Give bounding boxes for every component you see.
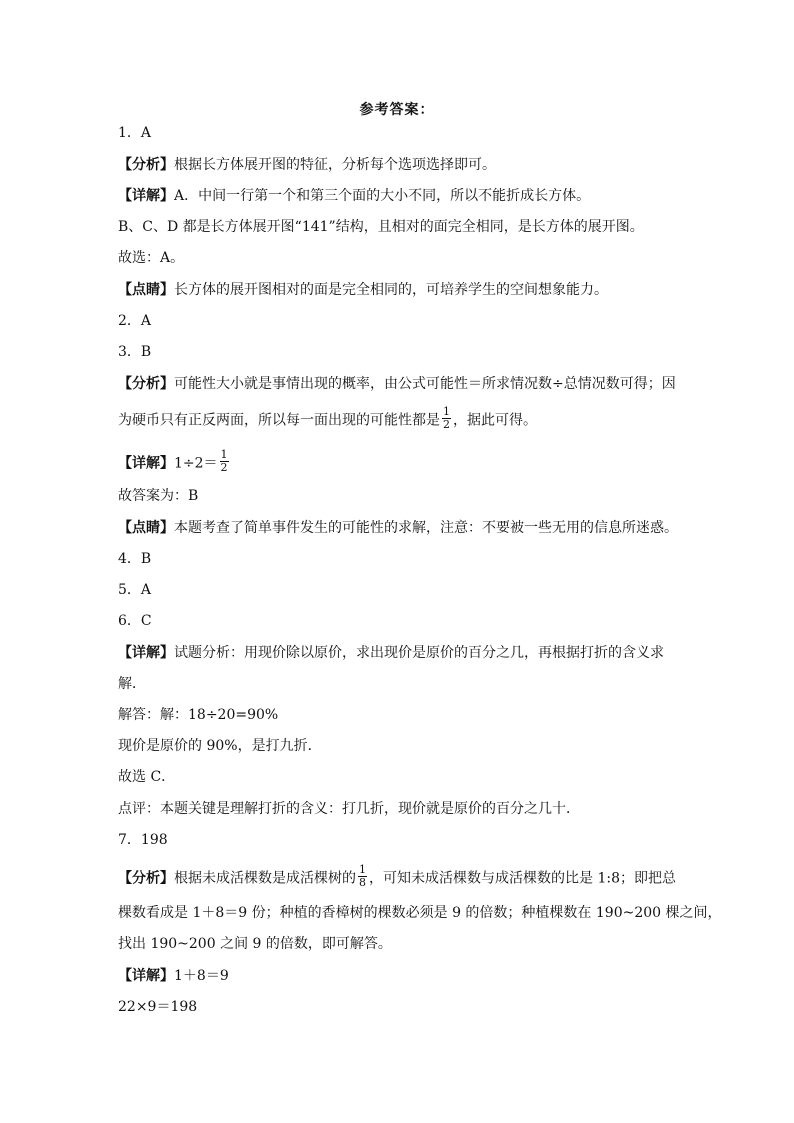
answer-7-calculation: 22×9＝198 (118, 999, 198, 1015)
analysis-tag: 【分析】 (118, 870, 174, 887)
analysis-text: 可能性大小就是事情出现的概率，由公式可能性＝所求情况数÷总情况数可得；因 (174, 376, 676, 392)
answer-2-number: 2．A (118, 313, 152, 329)
answer-7-detail (118, 966, 229, 986)
answer-3-detail (118, 448, 231, 476)
fraction (358, 864, 367, 889)
answer-3-number: 3．B (118, 344, 152, 360)
answer-1-analysis (118, 155, 496, 175)
answer-7-analysis-line-2: 棵数看成是 1＋8＝9 份；种植的香樟树的棵数必须是 9 的倍数；种植棵数在 190~200 棵之间， (118, 905, 722, 921)
answer-1-detail (118, 186, 590, 206)
comment-text: 本题考查了简单事件发生的可能性的求解，注意：不要被一些无用的信息所迷惑。 (174, 520, 678, 536)
answer-6-detail-line-2: 解． (118, 676, 146, 692)
answer-1-number: 1．A (118, 125, 152, 141)
analysis-text: ，可知未成活棵数与成活棵数的比是 1:8；即把总 (369, 870, 676, 887)
fraction-denominator: 8 (359, 876, 366, 889)
detail-text: A．中间一行第一个和第三个面的大小不同，所以不能折成长方体。 (174, 188, 591, 204)
detail-tag: 【详解】 (118, 455, 174, 472)
answer-3-analysis-line-2 (118, 405, 537, 433)
answer-6-number: 6．C (118, 613, 152, 629)
comment-text: 长方体的展开图相对的面是完全相同的，可培养学生的空间想象能力。 (174, 282, 608, 298)
analysis-text: 为硬币只有正反两面，所以每一面出现的可能性都是 (118, 412, 440, 429)
detail-tag: 【详解】 (118, 188, 174, 204)
comment-tag: 【点睛】 (118, 520, 174, 536)
answer-5-number: 5．A (118, 582, 152, 598)
fraction-numerator: 1 (443, 405, 450, 418)
detail-tag: 【详解】 (118, 968, 174, 984)
answer-6-comment: 点评：本题关键是理解打折的含义：打几折，现价就是原价的百分之几十． (118, 801, 580, 817)
answer-6-solution: 解答：解：18÷20=90% (118, 707, 279, 723)
detail-text: 1÷2＝ (174, 455, 218, 472)
fraction-denominator: 2 (220, 461, 228, 474)
fraction-numerator: 1 (359, 863, 366, 876)
analysis-text: 根据未成活棵数是成活棵树的 (174, 870, 356, 887)
detail-text: 试题分析：用现价除以原价，求出现价是原价的百分之几，再根据打折的含义求 (174, 645, 664, 661)
answer-3-analysis (118, 374, 676, 394)
answer-4-number: 4．B (118, 551, 152, 567)
analysis-tag: 【分析】 (118, 157, 174, 173)
analysis-text: ，据此可得。 (453, 412, 537, 429)
analysis-tag: 【分析】 (118, 376, 174, 392)
answer-6-choice: 故选 C． (118, 769, 176, 785)
fraction (220, 449, 229, 474)
analysis-text: 根据长方体展开图的特征，分析每个选项选择即可。 (174, 157, 496, 173)
answer-1-comment (118, 280, 608, 300)
answer-7-analysis (118, 863, 676, 891)
answer-7-number: 7．198 (118, 832, 168, 848)
answer-6-solution-line-2: 现价是原价的 90%，是打九折． (118, 738, 322, 754)
page-title: 参考答案： (359, 102, 435, 118)
answer-3-answer: 故答案为：B (118, 488, 199, 504)
comment-tag: 【点睛】 (118, 282, 174, 298)
answer-1-choice: 故选：A。 (118, 250, 185, 266)
fraction-numerator: 1 (220, 448, 228, 461)
fraction-denominator: 2 (443, 418, 450, 431)
detail-tag: 【详解】 (118, 645, 174, 661)
answer-1-detail-line-2: B、C、D 都是长方体展开图“141”结构，且相对的面完全相同，是长方体的展开图。 (118, 219, 644, 235)
answer-3-comment (118, 518, 678, 538)
detail-text: 1＋8＝9 (174, 968, 229, 984)
answer-6-detail (118, 643, 664, 663)
fraction (442, 406, 451, 431)
answer-7-analysis-line-3: 找出 190~200 之间 9 的倍数，即可解答。 (118, 936, 392, 952)
